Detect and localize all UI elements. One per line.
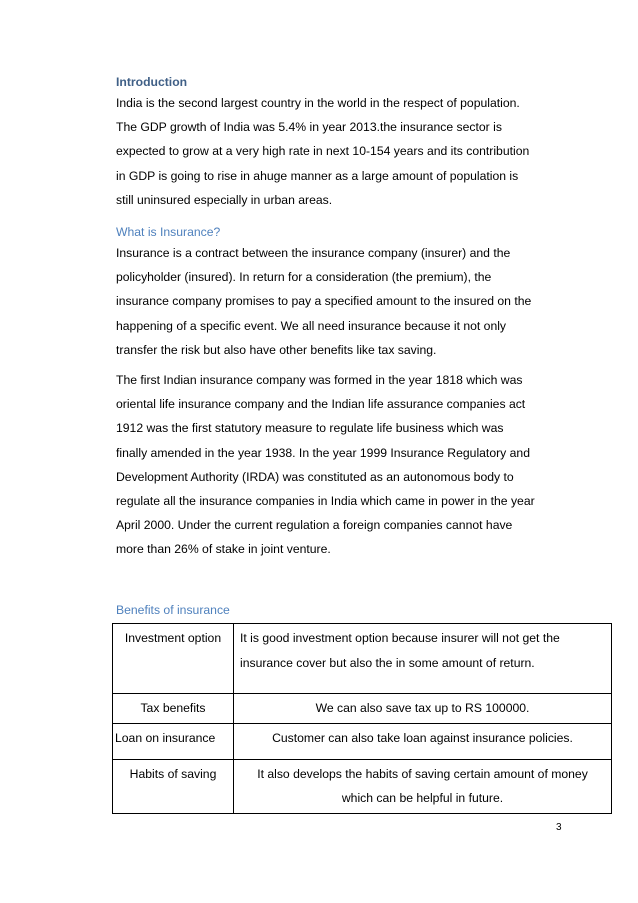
history-line: Development Authority (IRDA) was constituted as an autonomous body to — [116, 469, 514, 484]
what-line: transfer the risk but also have other benefits like tax saving. — [116, 342, 437, 357]
benefit-description: We can also save tax up to RS 100000. — [234, 694, 612, 724]
table-row — [113, 694, 612, 724]
table-row — [113, 759, 612, 813]
what-line: happening of a specific event. We all need insurance because it not only — [116, 318, 507, 333]
what-line: Insurance is a contract between the insurance company (insurer) and the — [116, 246, 511, 261]
intro-line: in GDP is going to rise in ahuge manner as a large amount of population is — [116, 168, 519, 183]
history-line: finally amended in the year 1938. In the year 1999 Insurance Regulatory and — [116, 445, 530, 460]
intro-line: India is the second largest country in the world in the respect of population. — [116, 96, 520, 110]
benefits-table — [112, 623, 612, 814]
history-line: The first Indian insurance company was formed in the year 1818 which was — [116, 373, 523, 388]
page-number: 3 — [556, 822, 562, 833]
what-line: policyholder (insured). In return for a consideration (the premium), the — [116, 270, 492, 285]
benefit-label: Loan on insurance — [113, 723, 234, 759]
history-line: oriental life insurance company and the Indian life assurance companies act — [116, 397, 526, 412]
page-content — [116, 74, 586, 619]
benefit-description: It also develops the habits of saving certain amount of money which can be helpful in future. — [234, 759, 612, 813]
history-line: more than 26% of stake in joint venture. — [116, 542, 331, 557]
benefit-description: It is good investment option because insurer will not get the insurance cover but also the in some amount of return. — [234, 624, 612, 694]
benefit-label: Tax benefits — [113, 694, 234, 724]
what-paragraph — [116, 241, 586, 362]
intro-paragraph — [116, 91, 586, 212]
benefits-heading: Benefits of insurance — [116, 602, 230, 617]
what-heading: What is Insurance? — [116, 225, 221, 240]
table-row — [113, 624, 612, 694]
intro-line: expected to grow at a very high rate in next 10-154 years and its contribution — [116, 144, 530, 159]
history-line: regulate all the insurance companies in India which came in power in the year — [116, 494, 535, 509]
what-line: insurance company promises to pay a specified amount to the insured on the — [116, 294, 532, 309]
history-line: April 2000. Under the current regulation a foreign companies cannot have — [116, 518, 513, 533]
intro-line: still uninsured especially in urban areas. — [116, 192, 333, 207]
history-line: 1912 was the first statutory measure to regulate life business which was — [116, 421, 504, 436]
intro-line: The GDP growth of India was 5.4% in year 2013.the insurance sector is — [116, 120, 502, 135]
benefit-label: Investment option — [113, 624, 234, 694]
benefit-description: Customer can also take loan against insurance policies. — [234, 723, 612, 759]
history-paragraph — [116, 368, 586, 562]
intro-heading: Introduction — [116, 75, 188, 89]
table-row — [113, 723, 612, 759]
benefit-label: Habits of saving — [113, 759, 234, 813]
